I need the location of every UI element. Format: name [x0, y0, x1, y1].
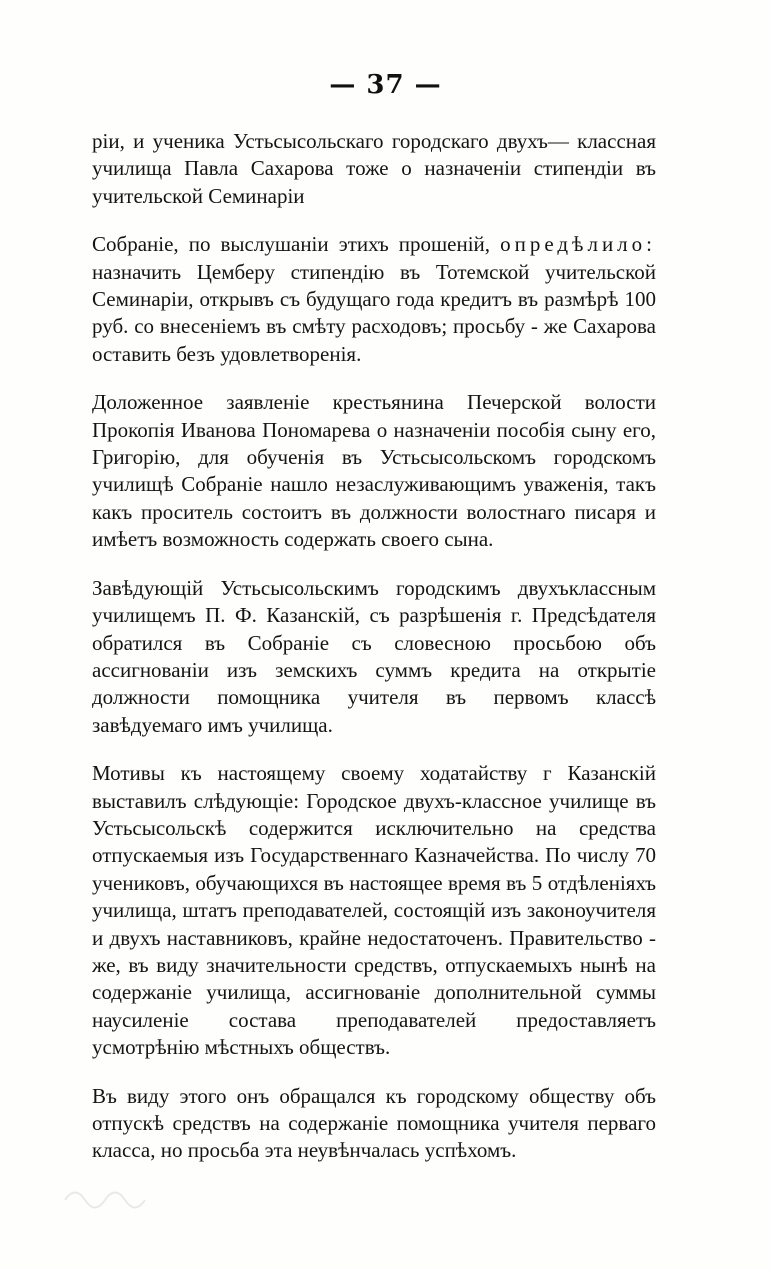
- paragraph-continuation: ріи, и ученика Устьсысольскаго городскаго двухъ— классная училища Павла Сахарова тоже о назначеніи стипендіи въ учительской Семинаріи: [92, 129, 656, 208]
- paragraph-resolution: [92, 231, 656, 368]
- page-number: — 37 —: [329, 70, 442, 100]
- ink-bleed-through: [60, 1180, 150, 1220]
- paragraph-resolution-spaced: опредѣлило:: [500, 232, 656, 257]
- paragraph-outcome: Въ виду этого онъ обращался къ городскому обществу объ отпускѣ средствъ на содержаніе помощника учителя перваго класса, но просьба эта неувѣнчалась успѣхомъ.: [92, 1083, 656, 1163]
- paragraph-ponomarev: Доложенное заявленіе крестьянина Печерской волости Прокопія Иванова Пономарева о назначеніи пособія сыну его, Григорію, для обученія въ Устьсысольскомъ городскомъ училищѣ Собраніе нашло незаслуживающимъ уваженія, такъ какъ проситель состоитъ въ должности волостнаго писаря и имѣетъ возможность содержать своего сына.: [92, 390, 656, 552]
- body-text: [92, 128, 656, 1165]
- paragraph-motives: Мотивы къ настоящему своему ходатайству г Казанскій выставилъ слѣдующіе: Городское двухъ-классное училище въ Устьсысольскѣ содержится исключительно на средства отпускаемыя изъ Государственнаго Казначейства. По числу 70 учениковъ, обучающихся въ настоящее время въ 5 отдѣленіяхъ училища, штатъ преподавателей, состоящій изъ законоучителя и двухъ наставниковъ, крайне недостаточенъ. Правительство - же, въ виду значительности средствъ, отпускаемыхъ нынѣ на содержаніе училища, ассигнованіе дополнительной суммы наусиленіе состава преподавателей предоставляетъ усмотрѣнію мѣстныхъ обществъ.: [92, 761, 656, 1060]
- paragraph-resolution-lead: Собраніе, по выслушаніи этихъ прошеній,: [92, 232, 501, 257]
- paragraph-kazansky-request: Завѣдующій Устьсысольскимъ городскимъ двухъклассным училищемъ П. Ф. Казанскій, съ разрѣшенія г. Предсѣдателя обратился въ Собраніе съ словесною просьбою объ ассигнованіи изъ земскихъ суммъ кредита на открытіе должности помощника учителя въ первомъ классѣ завѣдуемаго имъ училища.: [92, 575, 656, 737]
- paragraph-resolution-rest: назначить Цемберу стипендію въ Тотемской учительской Семинаріи, открывъ съ будущаго года кредитъ въ размѣрѣ 100 руб. со внесеніемъ въ смѣту расходовъ; просьбу - же Сахарова оставить безъ удовлетворенія.: [92, 259, 656, 366]
